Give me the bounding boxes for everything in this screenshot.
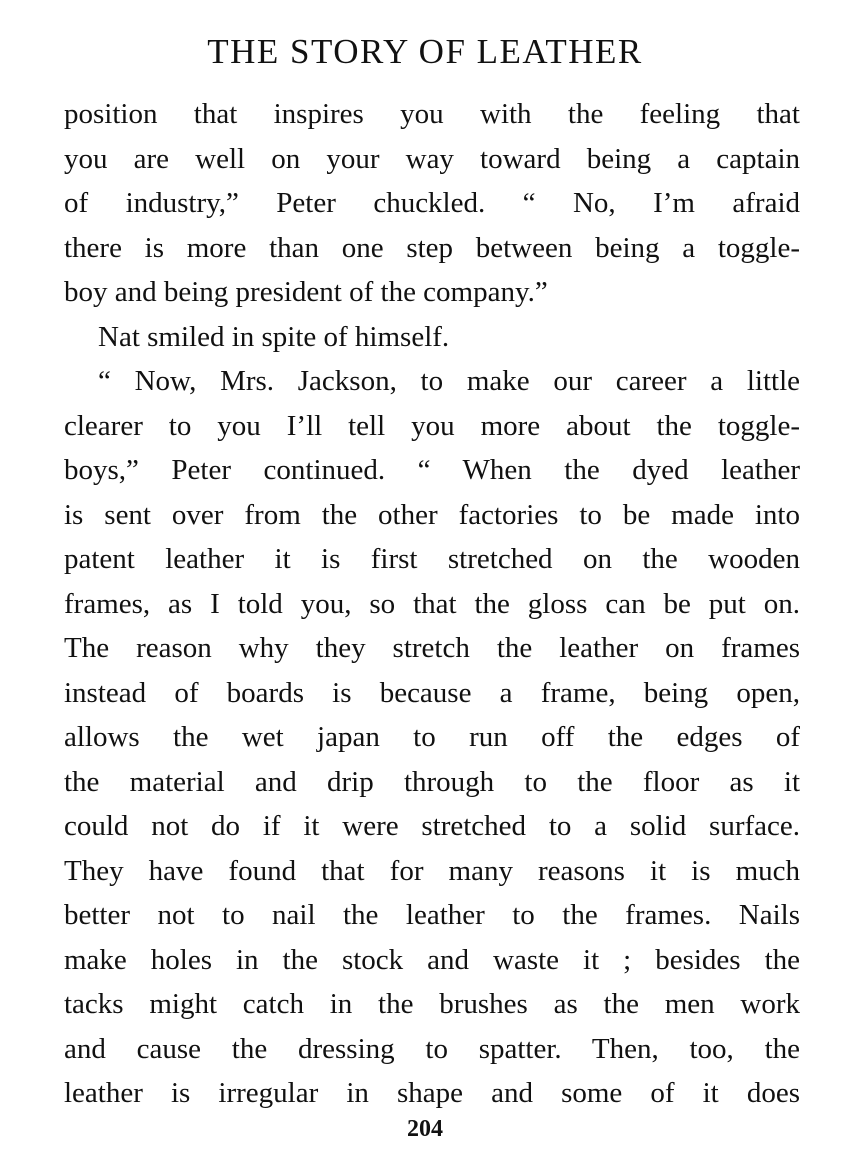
running-head: THE STORY OF LEATHER xyxy=(207,32,643,71)
text-line: and cause the dressing to spatter. Then, too, the xyxy=(64,1032,800,1065)
text-line: boy and being president of the company.” xyxy=(64,276,548,308)
text-line: allows the wet japan to run off the edges of xyxy=(64,721,800,753)
text-line: leather is irregular in shape and some of it does xyxy=(64,1077,800,1109)
text-line: of industry,” Peter chuckled. “ No, I’m afraid xyxy=(64,187,800,219)
text-line: make holes in the stock and waste it ; besides the xyxy=(64,943,800,976)
text-line: patent leather it is first stretched on the wooden xyxy=(64,543,800,575)
text-line: there is more than one step between being a toggle- xyxy=(64,231,800,264)
page-number: 204 xyxy=(407,1116,443,1142)
text-line: you are well on your way toward being a captain xyxy=(64,142,800,175)
text-line: “ Now, Mrs. Jackson, to make our career a little xyxy=(98,365,800,397)
text-line: is sent over from the other factories to be made into xyxy=(64,498,800,531)
text-line: The reason why they stretch the leather on frames xyxy=(64,632,800,664)
text-line: the material and drip through to the floor as it xyxy=(64,765,800,798)
text-line: clearer to you I’ll tell you more about the toggle- xyxy=(64,409,800,442)
body-text xyxy=(64,92,800,1116)
text-line: frames, as I told you, so that the gloss can be put on. xyxy=(64,587,800,620)
text-line: tacks might catch in the brushes as the men work xyxy=(64,988,800,1020)
text-line: instead of boards is because a frame, being open, xyxy=(64,676,800,709)
text-line: could not do if it were stretched to a solid surface. xyxy=(64,810,800,842)
text-line: boys,” Peter continued. “ When the dyed leather xyxy=(64,454,800,486)
text-line: better not to nail the leather to the frames. Nails xyxy=(64,899,800,931)
text-line: Nat smiled in spite of himself. xyxy=(98,320,450,353)
text-line: position that inspires you with the feeling that xyxy=(64,98,800,130)
text-line: They have found that for many reasons it is much xyxy=(64,854,800,887)
